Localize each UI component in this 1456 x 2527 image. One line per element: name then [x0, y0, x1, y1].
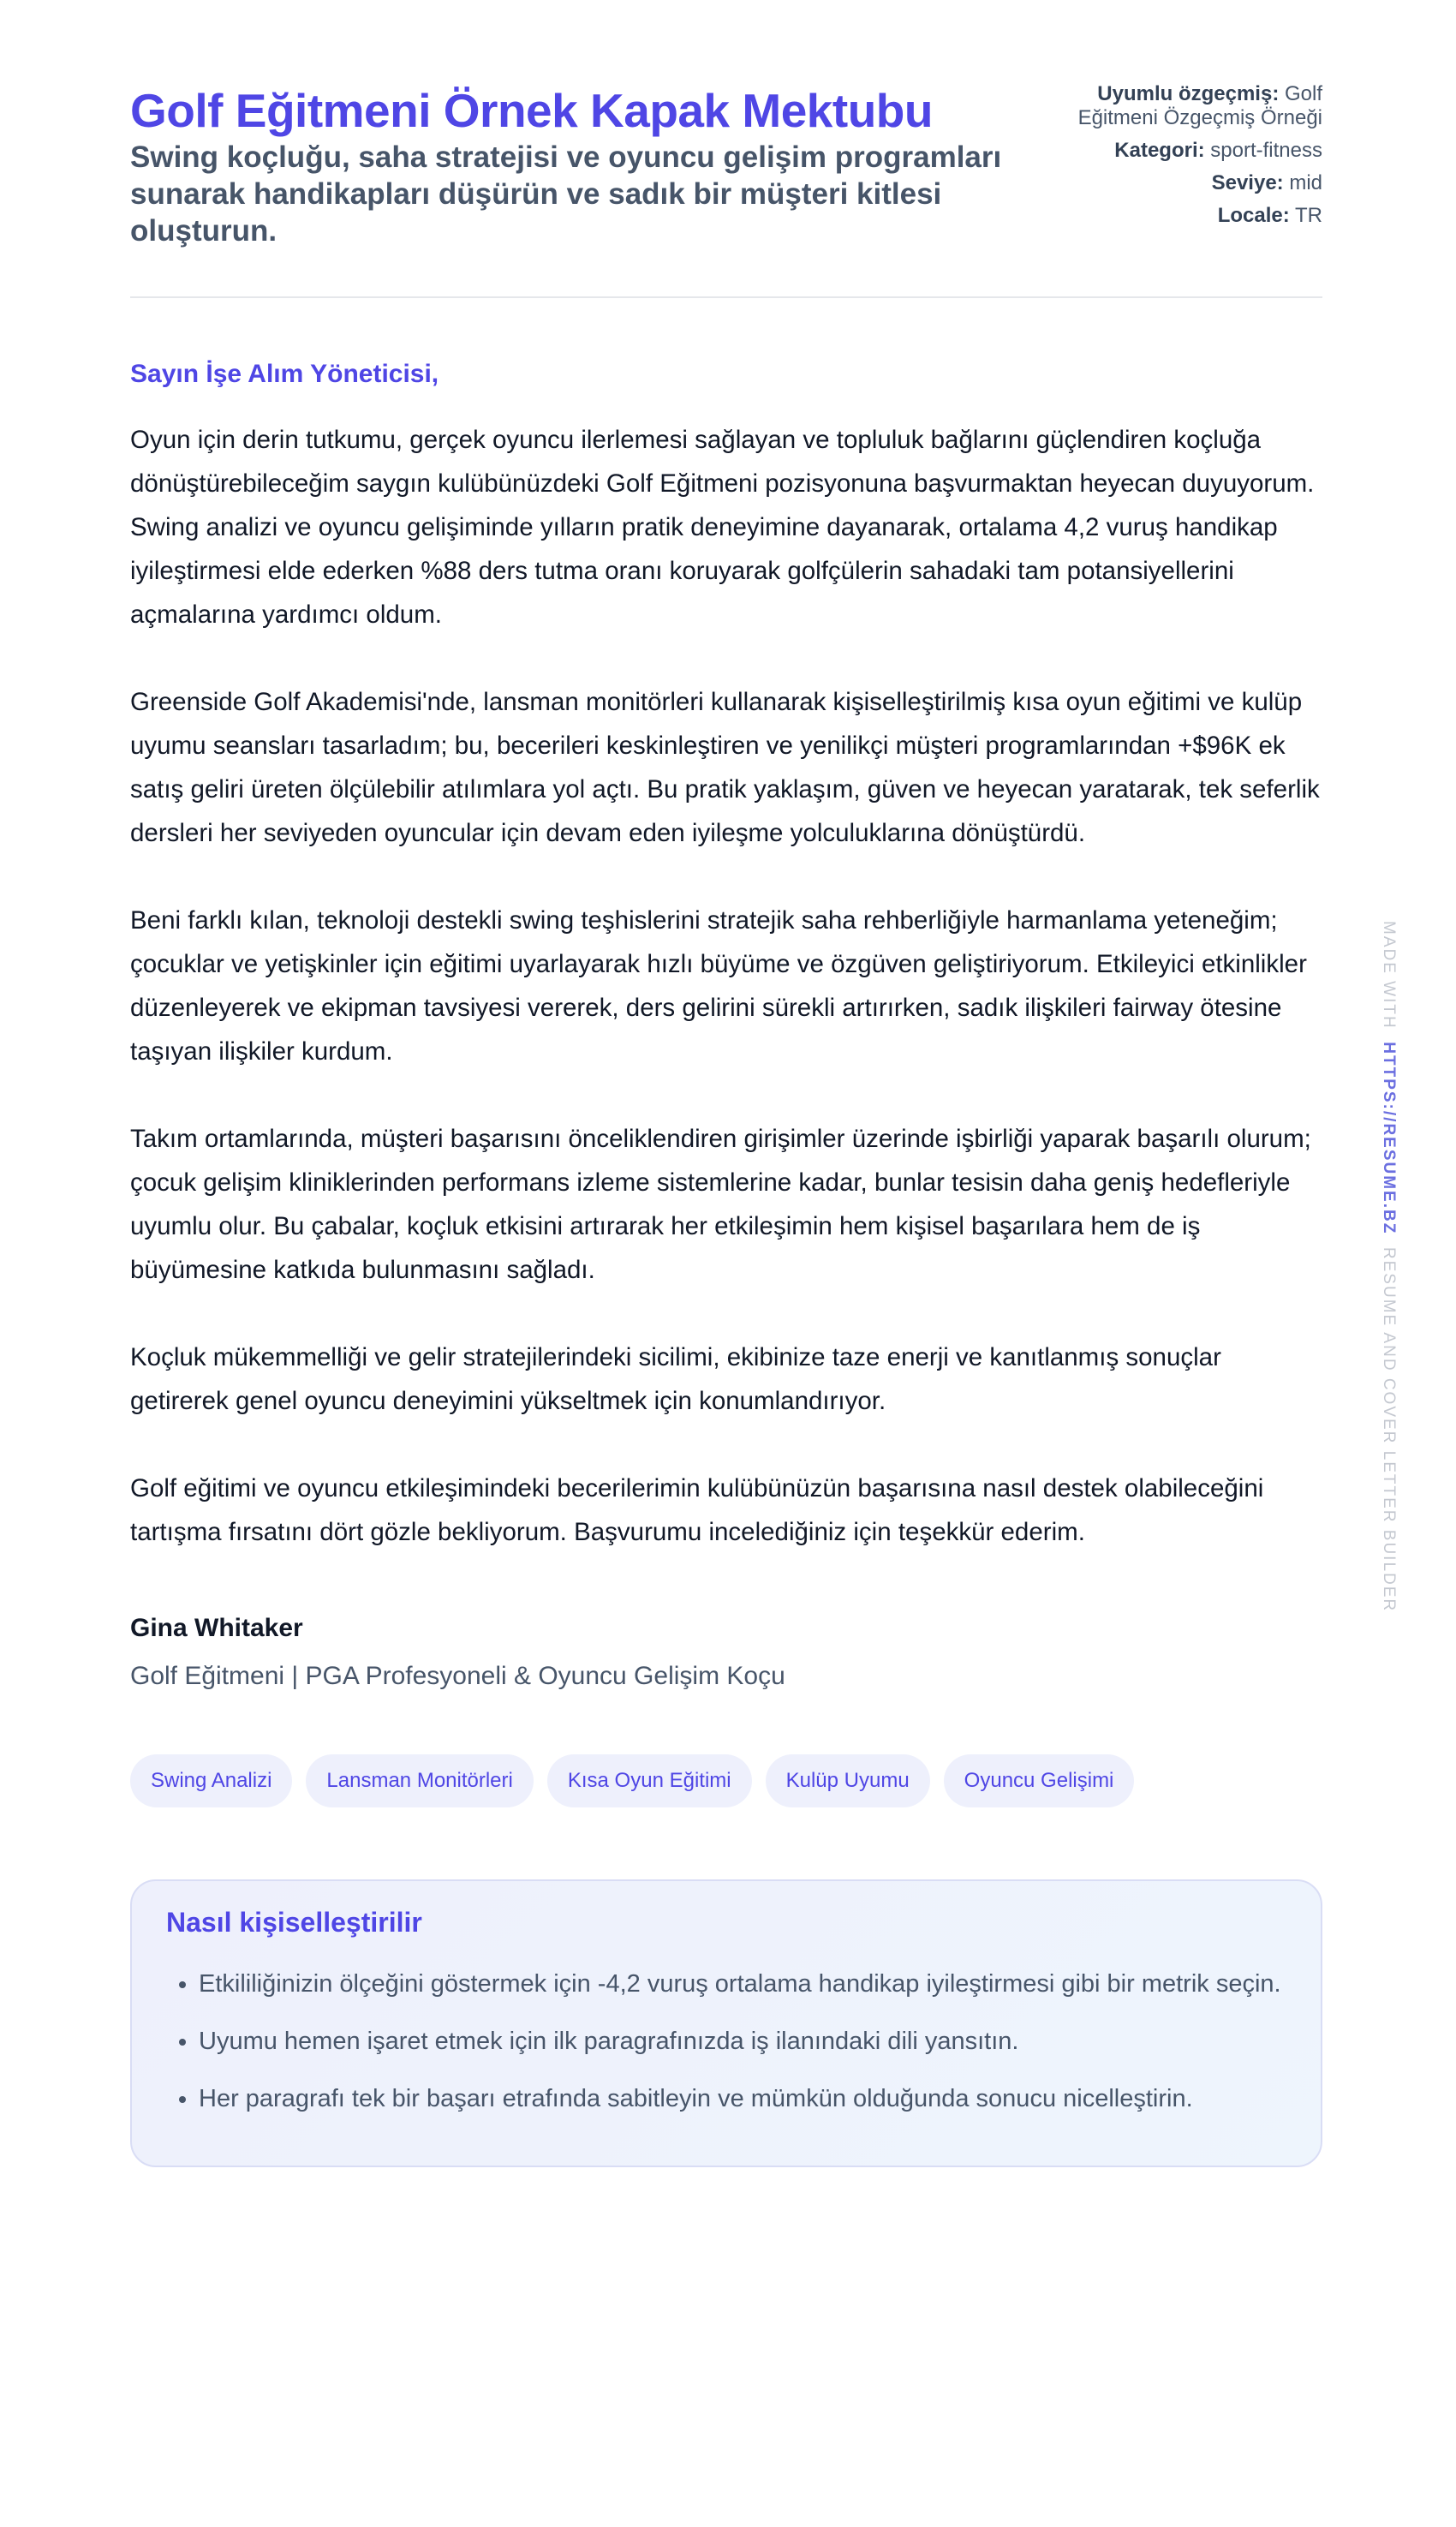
- page-subtitle: Swing koçluğu, saha stratejisi ve oyuncu gelişim programları sunarak handikapları düşürün ve sadık bir müşteri kitlesi oluşturun.: [130, 140, 1002, 248]
- page-title: Golf Eğitmeni Örnek Kapak Mektubu: [130, 84, 933, 137]
- paragraph: Koçluk mükemmelliği ve gelir stratejilerindeki sicilimi, ekibinize taze enerji ve kanıtlanmış sonuçlar getirerek genel oyuncu deneyimini yükseltmek için konumlandırıyor.: [130, 1343, 1221, 1415]
- meta-label: Locale:: [1217, 204, 1290, 227]
- signature-title: Golf Eğitmeni | PGA Profesyoneli & Oyuncu Gelişim Koçu: [130, 1662, 785, 1690]
- skill-tag: Kulüp Uyumu: [766, 1754, 930, 1807]
- meta-category: [1065, 139, 1322, 163]
- tip-item: • Etkililiğinizin ölçeğini göstermek için -4,2 vuruş ortalama handikap iyileştirmesi gibi bir metrik seçin.: [199, 1962, 1286, 2006]
- greeting: Sayın İşe Alım Yöneticisi,: [130, 360, 439, 388]
- meta-value: Golf Eğitmeni Özgeçmiş Örneği: [1077, 82, 1322, 129]
- watermark: [1379, 921, 1398, 1612]
- skill-tag: Swing Analizi: [130, 1754, 292, 1807]
- meta-info: [1065, 82, 1322, 296]
- meta-label: Uyumlu özgeçmiş:: [1097, 82, 1280, 105]
- skill-tag: Oyuncu Gelişimi: [944, 1754, 1135, 1807]
- header-text: [130, 82, 1038, 296]
- tip-item: • Her paragrafı tek bir başarı etrafında sabitleyin ve mümkün olduğunda sonucu nicelleştirin.: [199, 2077, 1286, 2121]
- letter-body: [130, 418, 1322, 1554]
- tips-box: [130, 1879, 1322, 2167]
- paragraph: Beni farklı kılan, teknoloji destekli swing teşhislerini stratejik saha rehberliğiyle harmanlama yeteneğim; çocuklar ve yetişkinler için eğitimi uyarlayarak hızlı büyüme ve özgüven geliştiriyorum. Etkileyici etkinlikler düzenleyerek ve ekipman tavsiyesi vererek, ders gelirini sürekli artırırken, sadık ilişkileri fairway ötesine taşıyan ilişkiler kurdum.: [130, 906, 1307, 1066]
- tip-item: • Uyumu hemen işaret etmek için ilk paragrafınızda iş ilanındaki dili yansıtın.: [199, 2020, 1286, 2064]
- skill-tag: Lansman Monitörleri: [306, 1754, 533, 1807]
- paragraph: Takım ortamlarında, müşteri başarısını önceliklendiren girişimler üzerinde işbirliği yaparak başarılı olurum; çocuk gelişim kliniklerinden performans izleme sistemlerine kadar, bunlar tesisin daha geniş hedefleriyle uyumlu olur. Bu çabalar, koçluk etkisini artırarak her etkileşimin hem kişisel başarılara hem de iş büyümesine katkıda bulunmasını sağladı.: [130, 1125, 1311, 1284]
- paragraph: Oyun için derin tutkumu, gerçek oyuncu ilerlemesi sağlayan ve topluluk bağlarını güçlendiren koçluğa dönüştürebileceğim saygın kulübünüzdeki Golf Eğitmeni pozisyonuna başvurmaktan heyecan duyuyorum. Swing analizi ve oyuncu gelişiminde yılların pratik deneyimine dayanarak, ortalama 4,2 vuruş handikap iyileştirmesi elde ederken %88 ders tutma oranı koruyarak golfçülerin sahadaki tam potansiyellerini açmalarına yardımcı oldum.: [130, 426, 1315, 629]
- meta-label: Kategori:: [1114, 139, 1205, 162]
- meta-value: TR: [1295, 204, 1322, 227]
- watermark-suffix: RESUME AND COVER LETTER BUILDER: [1380, 1246, 1398, 1613]
- paragraph: Golf eğitimi ve oyuncu etkileşimindeki becerilerimin kulübünüzün başarısına nasıl destek olabileceğini tartışma fırsatını dört gözle bekliyorum. Başvurumu incelediğiniz için teşekkür ederim.: [130, 1474, 1264, 1546]
- meta-value: mid: [1289, 171, 1322, 194]
- skill-tags: [130, 1754, 1322, 1807]
- meta-resume: [1065, 82, 1322, 130]
- cover-letter-page: [130, 0, 1322, 2167]
- meta-level: [1065, 171, 1322, 195]
- meta-value: sport-fitness: [1210, 139, 1322, 162]
- paragraph: Greenside Golf Akademisi'nde, lansman monitörleri kullanarak kişiselleştirilmiş kısa oyun eğitimi ve kulüp uyumu seansları tasarladım; bu, becerileri keskinleştiren ve yenilikçi müşteri programlarından +$96K ek satış geliri üreten ölçülebilir atılımlara yol açtı. Bu pratik yaklaşım, güven ve heyecan yaratarak, tek seferlik dersleri her seviyeden oyuncular için devam eden iyileşme yolculuklarına dönüştürdü.: [130, 688, 1320, 847]
- meta-locale: [1065, 204, 1322, 228]
- skill-tag: Kısa Oyun Eğitimi: [547, 1754, 752, 1807]
- header: [130, 0, 1322, 298]
- signature-name: Gina Whitaker: [130, 1614, 303, 1642]
- tips-list: [166, 1962, 1286, 2121]
- meta-label: Seviye:: [1211, 171, 1284, 194]
- watermark-link[interactable]: HTTPS://RESUME.BZ: [1380, 1042, 1398, 1235]
- watermark-prefix: MADE WITH: [1380, 921, 1398, 1030]
- tips-heading: Nasıl kişiselleştirilir: [166, 1907, 422, 1938]
